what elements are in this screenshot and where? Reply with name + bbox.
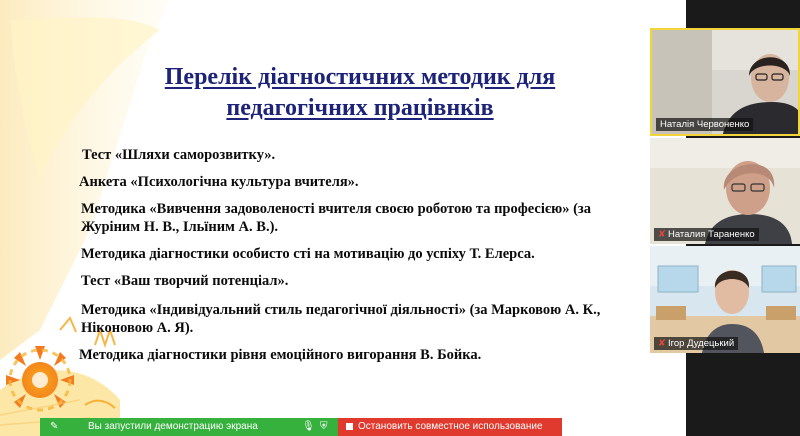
mic-off-icon: ✘ [658, 229, 666, 240]
method-item-3-line-1: Методика «Вивчення задоволеності вчителя своєю роботою та професією» (за [81, 201, 591, 217]
method-item-5: Тест «Ваш творчий потенціал». [81, 273, 289, 289]
method-item-6-line-2: Ніконовою А. Я). [81, 320, 194, 336]
participant-name-label: ✘ Наталия Тараненко [654, 228, 759, 241]
pin-icon[interactable]: ✎ [50, 421, 59, 432]
screen-share-bar [40, 418, 562, 436]
share-status-text: Вы запустили демонстрацию экрана [88, 421, 258, 432]
video-tile-participant-1[interactable] [650, 28, 800, 136]
slide-title-line-2: педагогічних працівнків [226, 95, 494, 121]
slide-title-line-1: Перелік діагностичних методик для [164, 64, 556, 90]
slide-title [60, 62, 660, 124]
method-item-2: Анкета «Психологічна культура вчителя». [79, 174, 359, 190]
share-status-bar[interactable] [40, 418, 338, 436]
shield-icon[interactable]: ⛨ [320, 421, 328, 432]
method-item-7: Методика діагностики рівня емоційного вигорання В. Бойка. [79, 347, 482, 363]
mic-icon[interactable]: 🎙 [302, 421, 315, 432]
stop-square-icon [346, 423, 353, 430]
participant-name-label: ✘ Ігор Дудецький [654, 337, 738, 350]
method-item-4: Методика діагностики особисто сті на мотивацію до успіху Т. Елерса. [81, 246, 535, 262]
stop-sharing-button[interactable] [338, 418, 562, 436]
stop-sharing-label: Остановить совместное использование [358, 421, 543, 432]
participant-name-label: Наталія Червоненко [656, 118, 753, 131]
method-item-6-line-1: Методика «Індивідуальний стиль педагогічної діяльності» (за Марковою А. К., [81, 302, 601, 318]
method-item-3-line-2: Журіним Н. В., Ільїним А. В.). [81, 219, 279, 235]
video-tile-participant-2[interactable] [650, 138, 800, 244]
mic-off-icon: ✘ [658, 338, 666, 349]
video-tile-participant-3[interactable] [650, 246, 800, 353]
method-item-1: Тест «Шляхи саморозвитку». [82, 147, 276, 163]
